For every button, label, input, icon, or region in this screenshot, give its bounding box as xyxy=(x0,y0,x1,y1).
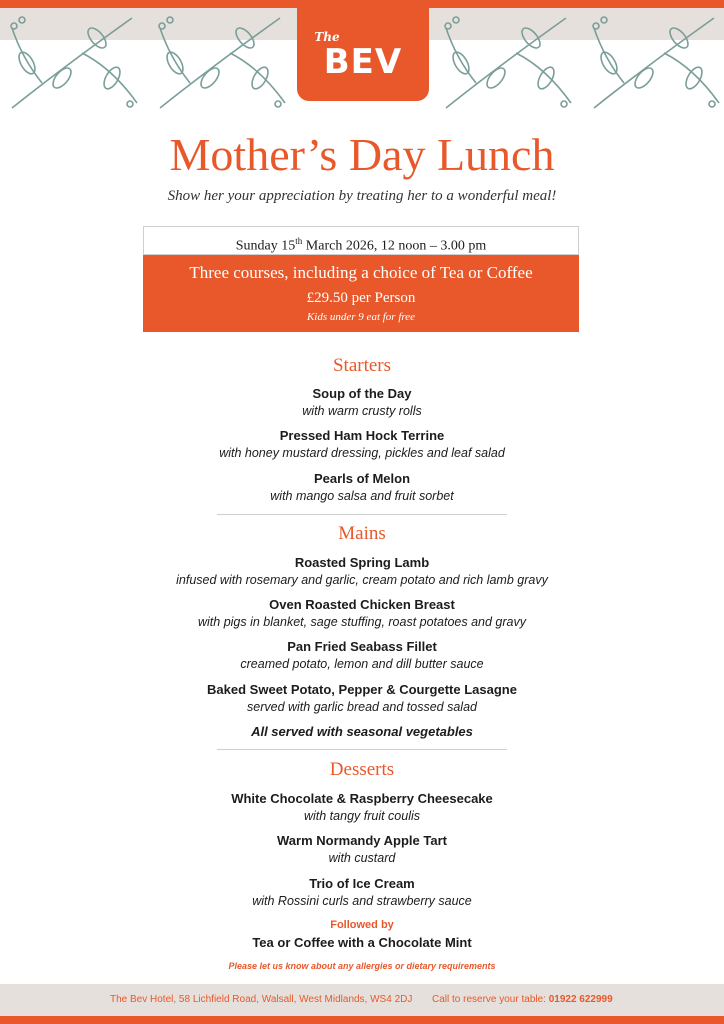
section-title-starters: Starters xyxy=(332,355,392,376)
section-title-desserts: Desserts xyxy=(329,759,395,780)
menu-item-desc: with warm crusty rolls xyxy=(302,404,422,418)
footer-phone: Call to reserve your table: 01922 622999 xyxy=(432,994,613,1005)
menu-item-desc: with Rossini curls and strawberry sauce xyxy=(252,894,472,908)
foliage-decoration-icon xyxy=(150,8,290,116)
menu-item-desc: infused with rosemary and garlic, cream potato and rich lamb gravy xyxy=(176,573,548,587)
section-divider xyxy=(217,514,507,515)
menu-item-desc: with tangy fruit coulis xyxy=(303,809,421,823)
logo-the: The xyxy=(314,30,340,44)
menu-item-name: Baked Sweet Potato, Pepper & Courgette Lasagne xyxy=(207,682,517,697)
phone-number[interactable]: 01922 622999 xyxy=(548,994,613,1005)
bottom-band xyxy=(0,1016,724,1024)
section-divider xyxy=(217,749,507,750)
menu-item-name: Pearls of Melon xyxy=(313,471,411,486)
price-box xyxy=(143,255,579,332)
foliage-decoration-icon xyxy=(584,8,724,116)
mains-note: All served with seasonal vegetables xyxy=(251,724,473,739)
foliage-decoration-icon xyxy=(436,8,576,116)
menu-item-name: Roasted Spring Lamb xyxy=(294,555,430,570)
menu-item-name: White Chocolate & Raspberry Cheesecake xyxy=(231,791,493,806)
menu-item-name: Pan Fried Seabass Fillet xyxy=(287,639,437,654)
section-title-mains: Mains xyxy=(338,523,386,544)
menu-item-name: Pressed Ham Hock Terrine xyxy=(279,428,445,443)
allergy-note: Please let us know about any allergies or dietary requirements xyxy=(228,961,496,971)
menu-item-desc: with mango salsa and fruit sorbet xyxy=(270,489,454,503)
menu-item-desc: served with garlic bread and tossed salad xyxy=(247,700,477,714)
menu-item-desc: creamed potato, lemon and dill butter sauce xyxy=(240,657,484,671)
menu-item-name: Warm Normandy Apple Tart xyxy=(277,833,447,848)
event-date: Sunday 15th March 2026, 12 noon – 3.00 pm xyxy=(143,226,579,255)
menu-item-name: Oven Roasted Chicken Breast xyxy=(269,597,455,612)
kids-text: Kids under 9 eat for free xyxy=(306,311,416,323)
logo xyxy=(297,0,429,101)
menu-item-name: Soup of the Day xyxy=(312,386,412,401)
tea-coffee: Tea or Coffee with a Chocolate Mint xyxy=(252,935,472,950)
menu-item-desc: with custard xyxy=(328,851,396,865)
menu-item-name: Trio of Ice Cream xyxy=(309,876,415,891)
footer-address: The Bev Hotel, 58 Lichfield Road, Walsall, West Midlands, WS4 2DJ xyxy=(110,994,413,1005)
menu-item-desc: with pigs in blanket, sage stuffing, roast potatoes and gravy xyxy=(198,615,526,629)
logo-name: BEV xyxy=(323,42,403,82)
tagline: Show her your appreciation by treating her to a wonderful meal! xyxy=(167,188,557,204)
offer-text: Three courses, including a choice of Tea or Coffee xyxy=(189,263,533,282)
price-text: £29.50 per Person xyxy=(306,290,416,306)
foliage-decoration-icon xyxy=(2,8,142,116)
page-title: Mother’s Day Lunch xyxy=(169,129,555,180)
menu-item-desc: with honey mustard dressing, pickles and leaf salad xyxy=(219,446,505,460)
followed-by: Followed by xyxy=(330,919,394,931)
